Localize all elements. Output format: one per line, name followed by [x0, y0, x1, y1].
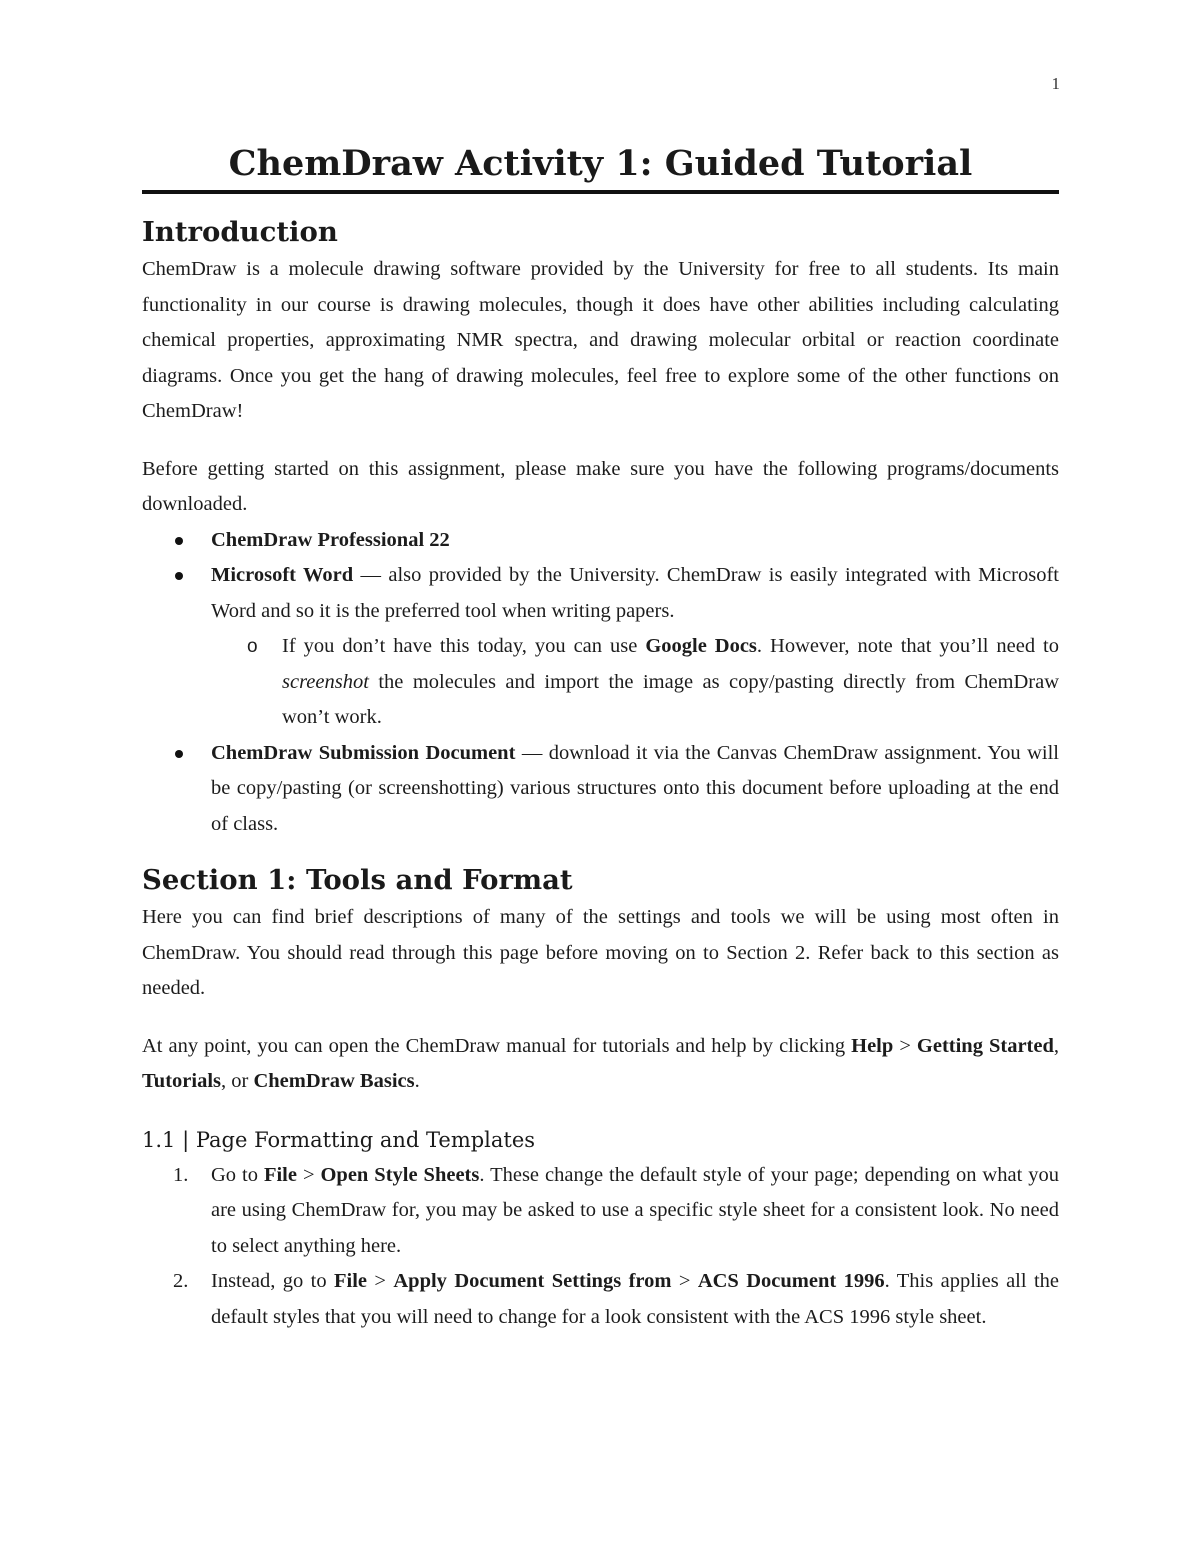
step-item [142, 1158, 1059, 1265]
document-body [142, 136, 1059, 1335]
separator: > [367, 1270, 394, 1292]
submission-document-label: ChemDraw Submission Document [211, 741, 516, 764]
separator: > [893, 1034, 917, 1057]
separator: . [414, 1070, 420, 1092]
step-number: 1. [173, 1163, 189, 1186]
separator: > [671, 1270, 698, 1292]
sub-list-item [211, 629, 1059, 736]
microsoft-word-description: — also provided by the University. ChemDraw is easily integrated with Microsoft Word and so it is the preferred tool when writing papers. [211, 564, 1059, 622]
microsoft-word-label: Microsoft Word [211, 564, 354, 586]
step-number: 2. [173, 1270, 189, 1292]
chemdraw-basics-label: ChemDraw Basics [253, 1070, 415, 1092]
title-divider [142, 190, 1059, 194]
open-style-sheets-label: Open Style Sheets [320, 1163, 480, 1186]
help-paragraph [142, 1029, 1059, 1100]
sub-text: the molecules and import the image as copy/pasting directly from ChemDraw won’t work. [282, 670, 1059, 728]
sub-list [211, 629, 1059, 736]
step-text: Go to [211, 1163, 264, 1186]
list-item [142, 523, 1059, 559]
page-number: 1 [1051, 74, 1060, 93]
tutorials-label: Tutorials [142, 1070, 221, 1092]
separator: , or [221, 1070, 254, 1092]
sub-text: . However, note that you’ll need to [756, 635, 1060, 657]
section-1-heading: Section 1: Tools and Format [142, 864, 573, 896]
steps-list [142, 1158, 1059, 1336]
separator: , [1053, 1034, 1059, 1057]
help-menu-label: Help [851, 1034, 894, 1057]
acs-document-1996-label: ACS Document 1996 [697, 1270, 885, 1292]
screenshot-emphasis: screenshot [282, 670, 369, 693]
file-menu-label: File [263, 1163, 297, 1186]
introduction-paragraph: ChemDraw is a molecule drawing software provided by the University for free to all students. Its main functionality in our course is drawing molecules, though it does have other abilities including calculating chemical properties, approximating NMR spectra, and drawing molecular orbital or reaction coordinate diagrams. Once you get the hang of drawing molecules, feel free to explore some of the other functions on ChemDraw! [142, 258, 1059, 422]
subsection-1-1-heading: 1.1 | Page Formatting and Templates [142, 1127, 536, 1152]
step-item [142, 1264, 1059, 1335]
google-docs-label: Google Docs [645, 635, 757, 657]
sub-text: If you don’t have this today, you can use [282, 635, 646, 657]
submission-document-description: — download it via the Canvas ChemDraw assignment. You will be copy/pasting (or screenshotting) various structures onto this document before uploading at the end of class. [211, 741, 1059, 835]
getting-started-label: Getting Started [916, 1034, 1054, 1057]
step-text: . This applies all the default styles that you will need to change for a look consistent with the ACS 1996 style sheet. [211, 1270, 1060, 1328]
list-item [142, 736, 1059, 843]
step-text: Instead, go to [211, 1270, 334, 1292]
file-menu-label: File [333, 1270, 367, 1292]
section-1-paragraph: Here you can find brief descriptions of many of the settings and tools we will be using most often in ChemDraw. You should read through this page before moving on to Section 2. Refer back to this section as needed. [142, 906, 1059, 999]
introduction-heading: Introduction [142, 216, 338, 248]
prerequisites-paragraph: Before getting started on this assignment, please make sure you have the following programs/documents downloaded. [142, 457, 1059, 515]
chemdraw-professional-label: ChemDraw Professional 22 [211, 528, 450, 551]
apply-document-settings-label: Apply Document Settings from [393, 1270, 672, 1292]
list-item [142, 558, 1059, 736]
prerequisites-list [142, 523, 1059, 843]
help-text: At any point, you can open the ChemDraw manual for tutorials and help by clicking [142, 1034, 852, 1057]
document-title: ChemDraw Activity 1: Guided Tutorial [228, 143, 973, 184]
step-text: . These change the default style of your page; depending on what you are using ChemDraw for, you may be asked to use a specific style sheet for a consistent look. No need to select anything here. [211, 1163, 1060, 1257]
separator: > [296, 1163, 321, 1186]
